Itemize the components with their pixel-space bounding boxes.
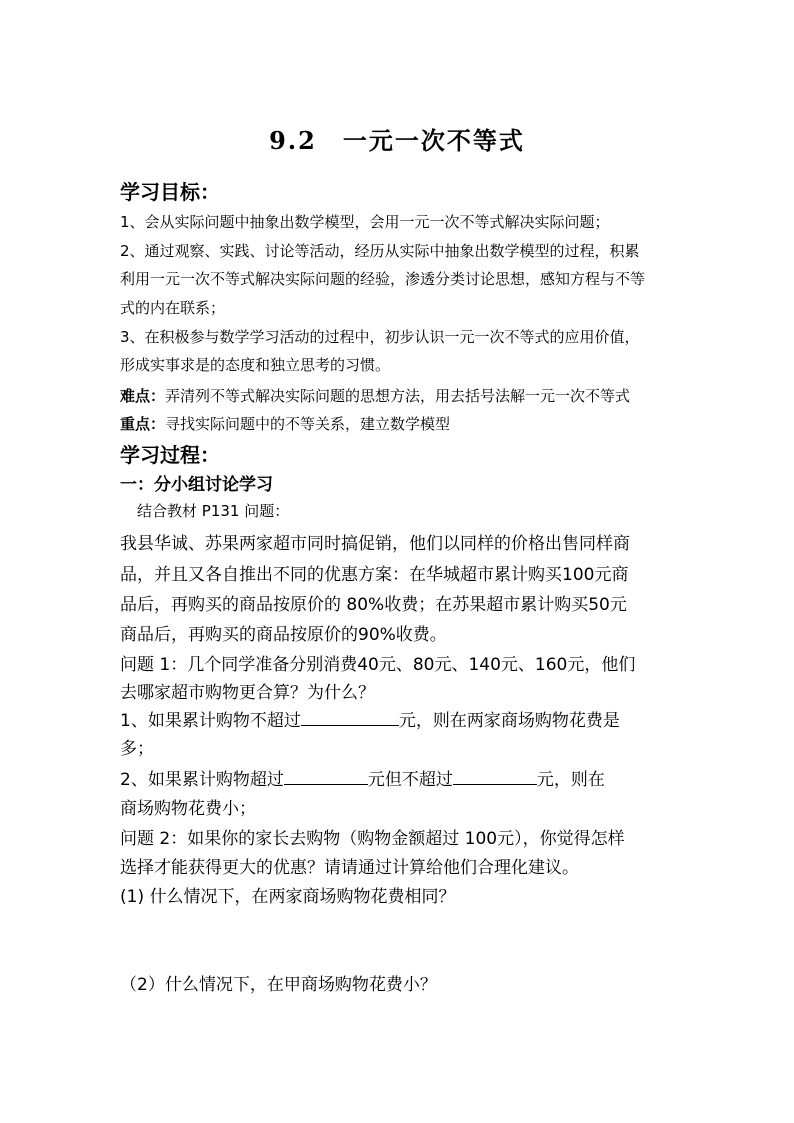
objective-item-2-line-3: 式的内在联系； xyxy=(120,299,226,317)
question-1b-line-2: 商场购物花费小； xyxy=(120,799,256,819)
question-2b: （2）什么情况下，在甲商场购物花费小？ xyxy=(120,975,437,995)
question-1b-line xyxy=(120,765,605,790)
problem-line-2: 品，并且又各自推出不同的优惠方案：在华城超市累计购买100元商 xyxy=(120,565,629,585)
question-1-line-2: 去哪家超市购物更合算？为什么？ xyxy=(120,683,375,703)
keypoint-line xyxy=(120,413,450,434)
objectives-heading: 学习目标： xyxy=(120,180,220,204)
process-heading: 学习过程： xyxy=(120,443,220,467)
question-1a-line xyxy=(120,706,620,731)
question-1b-middle: 元但不超过 xyxy=(367,770,453,790)
difficulty-text: 弄清列不等式解决实际问题的思想方法，用去括号法解一元一次不等式 xyxy=(165,387,631,405)
difficulty-label: 难点： xyxy=(120,387,166,405)
question-2a: (1) 什么情况下，在两家商场购物花费相同？ xyxy=(120,887,456,907)
answer-blank-2[interactable] xyxy=(284,768,368,785)
difficulty-line xyxy=(120,385,630,406)
objective-item-1: 1、会从实际问题中抽象出数学模型，会用一元一次不等式解决实际问题； xyxy=(120,213,610,231)
objective-item-2-line-2: 利用一元一次不等式解决实际问题的经验，渗透分类讨论思想，感知方程与不等 xyxy=(120,270,646,288)
question-1a-prefix: 1、如果累计购物不超过 xyxy=(120,711,301,731)
section-1-heading: 一：分小组讨论学习 xyxy=(120,475,273,495)
question-2-line-1: 问题 2：如果你的家长去购物（购物金额超过 100元），你觉得怎样 xyxy=(120,829,625,849)
question-1a-line-2: 多； xyxy=(120,739,154,759)
question-1b-prefix: 2、如果累计购物超过 xyxy=(120,770,284,790)
objective-item-3-line-2: 形成实事求是的态度和独立思考的习惯。 xyxy=(120,356,391,374)
answer-blank-1[interactable] xyxy=(301,709,399,726)
problem-line-3: 品后，再购买的商品按原价的 80%收费；在苏果超市累计购买50元 xyxy=(120,595,627,615)
problem-line-1: 我县华诚、苏果两家超市同时搞促销，他们以同样的价格出售同样商 xyxy=(120,534,630,554)
objective-item-2-line-1: 2、通过观察、实践、讨论等活动，经历从实际中抽象出数学模型的过程，积累 xyxy=(120,242,640,260)
textbook-intro: 结合教材 P131 问题： xyxy=(137,502,290,520)
question-1-line-1: 问题 1：几个同学准备分别消费40元、80元、140元、160元，他们 xyxy=(120,655,636,675)
question-1b-suffix: 元，则在 xyxy=(536,770,605,790)
problem-line-4: 商品后，再购买的商品按原价的90%收费。 xyxy=(120,625,447,645)
keypoint-label: 重点： xyxy=(120,415,166,433)
question-2-line-2: 选择才能获得更大的优惠？请请通过计算给他们合理化建议。 xyxy=(120,858,579,878)
objective-item-3-line-1: 3、在积极参与数学学习活动的过程中，初步认识一元一次不等式的应用价值， xyxy=(120,328,640,346)
keypoint-text: 寻找实际问题中的不等关系，建立数学模型 xyxy=(165,415,451,433)
answer-blank-3[interactable] xyxy=(453,768,537,785)
question-1a-suffix: 元，则在两家商场购物花费是 xyxy=(398,711,620,731)
page-title: 9.2 一元一次不等式 xyxy=(269,126,525,155)
